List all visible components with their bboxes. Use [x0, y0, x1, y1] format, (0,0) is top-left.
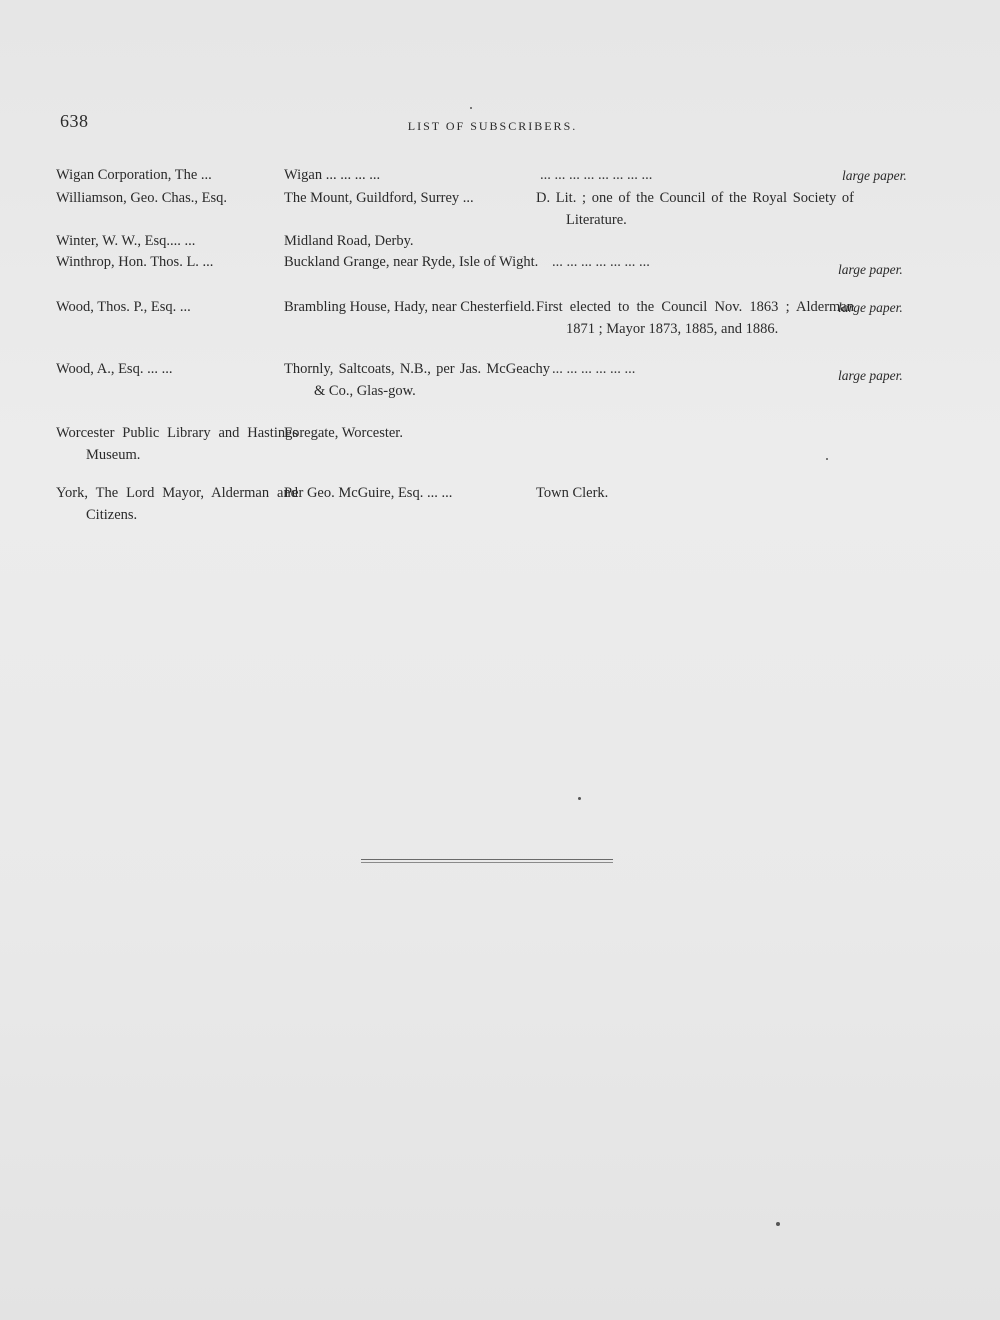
- subscriber-address: Buckland Grange, near Ryde, Isle of Wight.: [284, 254, 539, 270]
- subscriber-name: York, The Lord Mayor, Alderman and Citizens.: [56, 485, 298, 523]
- subscriber-note: ... ... ... ... ... ...: [552, 361, 636, 377]
- subscriber-address: Midland Road, Derby.: [284, 233, 414, 249]
- subscriber-name: Williamson, Geo. Chas., Esq.: [56, 190, 227, 206]
- paper-speck: [470, 107, 472, 109]
- running-head: LIST OF SUBSCRIBERS.: [407, 119, 578, 133]
- subscriber-note: Town Clerk.: [536, 485, 609, 501]
- paper-edition: large paper.: [838, 368, 903, 383]
- subscriber-address: Brambling House, Hady, near Chesterfield.: [284, 299, 535, 315]
- subscriber-address: Wigan ... ... ... ...: [284, 167, 381, 183]
- subscriber-note: First elected to the Council Nov. 1863 ; Alderman 1871 ; Mayor 1873, 1885, and 1886.: [536, 299, 854, 337]
- subscriber-note: ... ... ... ... ... ... ... ...: [540, 167, 653, 183]
- subscriber-name: Worcester Public Library and Hastings Museum.: [56, 425, 298, 463]
- subscriber-name: Wood, Thos. P., Esq. ...: [56, 299, 191, 315]
- subscriber-address: Per Geo. McGuire, Esq. ... ...: [284, 485, 453, 501]
- paper-edition: large paper.: [842, 168, 907, 183]
- subscriber-note: ... ... ... ... ... ... ...: [552, 254, 650, 270]
- subscriber-name: Wood, A., Esq. ... ...: [56, 361, 173, 377]
- page-number: 638: [60, 111, 89, 131]
- paper-edition: large paper.: [838, 262, 903, 277]
- subscriber-address: Foregate, Worcester.: [284, 425, 403, 441]
- paper-speck: [826, 458, 828, 460]
- subscriber-note: D. Lit. ; one of the Council of the Royal Society of Literature.: [536, 190, 854, 228]
- paper-speck: [776, 1222, 780, 1226]
- closing-double-rule: [361, 859, 613, 863]
- subscriber-address: The Mount, Guildford, Surrey ...: [284, 190, 474, 206]
- paper-edition: large paper.: [838, 300, 903, 315]
- subscriber-name: Winthrop, Hon. Thos. L. ...: [56, 254, 214, 270]
- paper-speck: [578, 797, 581, 800]
- subscriber-address: Thornly, Saltcoats, N.B., per Jas. McGeachy & Co., Glas-gow.: [284, 361, 550, 399]
- subscriber-name: Wigan Corporation, The ...: [56, 167, 212, 183]
- subscriber-name: Winter, W. W., Esq.... ...: [56, 233, 196, 249]
